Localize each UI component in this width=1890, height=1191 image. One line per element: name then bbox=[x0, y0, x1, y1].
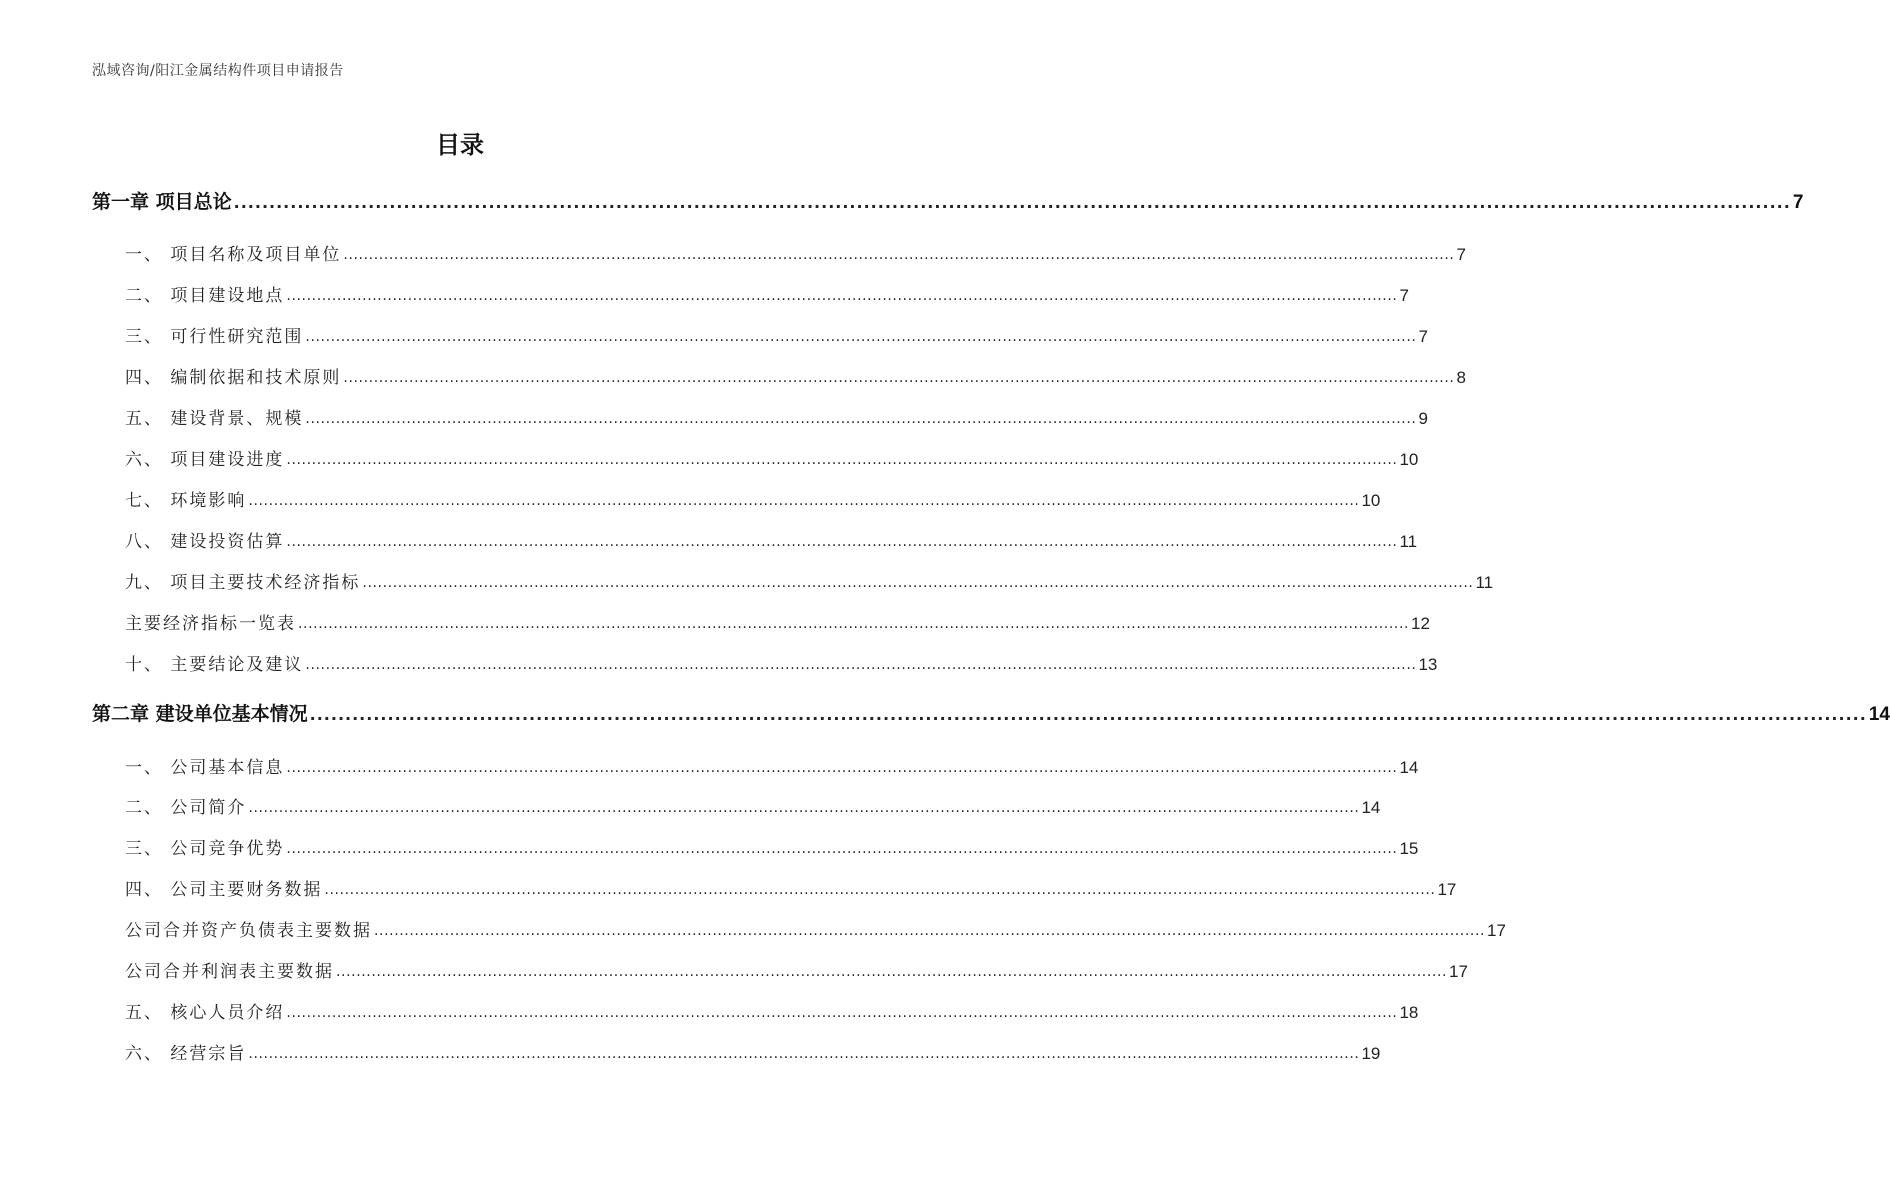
toc-entry[interactable] bbox=[125, 239, 1466, 265]
toc-page-number: 8 bbox=[1456, 368, 1466, 387]
toc-page-number: 17 bbox=[1487, 921, 1506, 940]
toc-leader-dots: ............................................................................................................................................................................................................................ bbox=[324, 882, 1436, 898]
toc-entry[interactable] bbox=[125, 997, 1419, 1023]
toc-leader-dots: ............................................................................................................................................................................................................................ bbox=[305, 657, 1417, 673]
toc-leader-dots: ............................................................................................................................................................................................................................ bbox=[374, 923, 1486, 939]
toc-entry[interactable] bbox=[125, 362, 1466, 388]
toc-page-number: 17 bbox=[1437, 880, 1457, 899]
toc-entry-label: 九、 项目主要技术经济指标 bbox=[125, 573, 361, 593]
toc-entry[interactable] bbox=[125, 752, 1419, 778]
toc-leader-dots: ............................................................................................................................................................................................................................ bbox=[336, 964, 1448, 980]
toc-leader-dots: ............................................................................................................................................................................................................................ bbox=[298, 616, 1410, 632]
toc-entry-label: 七、 环境影响 bbox=[125, 491, 247, 511]
toc-entry-label: 第二章 建设单位基本情况 bbox=[92, 703, 308, 725]
toc-chapter-1[interactable] bbox=[92, 188, 1804, 214]
toc-leader-dots: ............................................................................................................................................................................................................................ bbox=[286, 841, 1398, 857]
toc-entry-label: 一、 项目名称及项目单位 bbox=[125, 245, 342, 265]
toc-entry[interactable] bbox=[125, 280, 1409, 306]
toc-entry-label: 二、 公司简介 bbox=[125, 798, 247, 818]
toc-leader-dots: ............................................................................................................................................................................................................................ bbox=[305, 329, 1417, 345]
toc-entry-label: 主要经济指标一览表 bbox=[125, 614, 296, 634]
toc-page-number: 19 bbox=[1361, 1044, 1381, 1063]
page-title: 目录 bbox=[436, 131, 484, 159]
toc-entry-label: 六、 项目建设进度 bbox=[125, 450, 285, 470]
toc-leader-dots: ............................................................................................................................................................................................................................ bbox=[248, 800, 1360, 816]
toc-entry[interactable] bbox=[125, 956, 1468, 982]
toc-entry[interactable] bbox=[125, 1038, 1381, 1064]
running-header: 泓域咨询/阳江金属结构件项目申请报告 bbox=[92, 63, 344, 79]
toc-leader-dots: ............................................................................................................................................................................................................................ bbox=[305, 411, 1417, 427]
toc-page-number: 10 bbox=[1399, 450, 1419, 469]
toc-leader-dots: ............................................................................................................................................................................................................................ bbox=[343, 370, 1455, 386]
toc-page-number: 14 bbox=[1868, 704, 1890, 725]
toc-leader-dots: ............................................................................................................................................................................................................................ bbox=[343, 247, 1455, 263]
toc-page-number: 13 bbox=[1418, 655, 1438, 674]
toc-entry[interactable] bbox=[125, 792, 1381, 818]
toc-entry-label: 五、 建设背景、规模 bbox=[125, 409, 304, 429]
toc-entry[interactable] bbox=[125, 321, 1428, 347]
toc-page-number: 7 bbox=[1399, 286, 1409, 305]
toc-entry-label: 六、 经营宗旨 bbox=[125, 1044, 247, 1064]
toc-entry-label: 四、 编制依据和技术原则 bbox=[125, 368, 342, 388]
toc-entry[interactable] bbox=[125, 485, 1381, 511]
toc-entry-label: 三、 可行性研究范围 bbox=[125, 327, 304, 347]
toc-leader-dots: ............................................................................................................................................................................................................................ bbox=[286, 1005, 1398, 1021]
toc-entry[interactable] bbox=[125, 444, 1419, 470]
toc-leader-dots: ............................................................................................................................................................................................................................ bbox=[248, 493, 1360, 509]
toc-leader-dots: ............................................................................................................................................................................................................................ bbox=[309, 705, 1867, 724]
toc-leader-dots: ............................................................................................................................................................................................................................ bbox=[286, 288, 1398, 304]
toc-page-number: 7 bbox=[1792, 192, 1804, 213]
toc-entry[interactable] bbox=[125, 526, 1418, 552]
toc-page-number: 12 bbox=[1411, 614, 1430, 633]
toc-entry-label: 二、 项目建设地点 bbox=[125, 286, 285, 306]
toc-leader-dots: ............................................................................................................................................................................................................................ bbox=[286, 452, 1398, 468]
toc-entry[interactable] bbox=[125, 874, 1457, 900]
toc-entry-label: 五、 核心人员介绍 bbox=[125, 1003, 285, 1023]
toc-entry[interactable] bbox=[125, 403, 1428, 429]
toc-entry-label: 四、 公司主要财务数据 bbox=[125, 880, 323, 900]
toc-leader-dots: ............................................................................................................................................................................................................................ bbox=[362, 575, 1474, 591]
toc-leader-dots: ............................................................................................................................................................................................................................ bbox=[286, 534, 1398, 550]
toc-entry[interactable] bbox=[125, 608, 1430, 634]
toc-page-number: 7 bbox=[1456, 245, 1466, 264]
toc-entry-label: 十、 主要结论及建议 bbox=[125, 655, 304, 675]
toc-page-number: 11 bbox=[1475, 573, 1494, 592]
toc-page-number: 10 bbox=[1361, 491, 1381, 510]
toc-entry[interactable] bbox=[125, 649, 1438, 675]
toc-entry-label: 第一章 项目总论 bbox=[92, 191, 232, 213]
toc-chapter-2[interactable] bbox=[92, 700, 1890, 726]
toc-entry-label: 一、 公司基本信息 bbox=[125, 758, 285, 778]
toc-entry[interactable] bbox=[125, 915, 1506, 941]
toc-entry-label: 八、 建设投资估算 bbox=[125, 532, 285, 552]
toc-page-number: 7 bbox=[1418, 327, 1428, 346]
toc-page-number: 18 bbox=[1399, 1003, 1419, 1022]
toc-leader-dots: ............................................................................................................................................................................................................................ bbox=[248, 1046, 1360, 1062]
toc-entry-label: 三、 公司竞争优势 bbox=[125, 839, 285, 859]
toc-page-number: 14 bbox=[1361, 798, 1381, 817]
toc-page-number: 15 bbox=[1399, 839, 1419, 858]
toc-leader-dots: ............................................................................................................................................................................................................................ bbox=[286, 760, 1398, 776]
toc-page-number: 11 bbox=[1399, 532, 1418, 551]
toc-page-number: 14 bbox=[1399, 758, 1419, 777]
toc-page-number: 17 bbox=[1449, 962, 1468, 981]
toc-entry-label: 公司合并利润表主要数据 bbox=[125, 962, 334, 982]
toc-entry[interactable] bbox=[125, 567, 1494, 593]
toc-entry-label: 公司合并资产负债表主要数据 bbox=[125, 921, 372, 941]
toc-entry[interactable] bbox=[125, 833, 1419, 859]
toc-page-number: 9 bbox=[1418, 409, 1428, 428]
toc-leader-dots: ............................................................................................................................................................................................................................ bbox=[233, 193, 1791, 212]
